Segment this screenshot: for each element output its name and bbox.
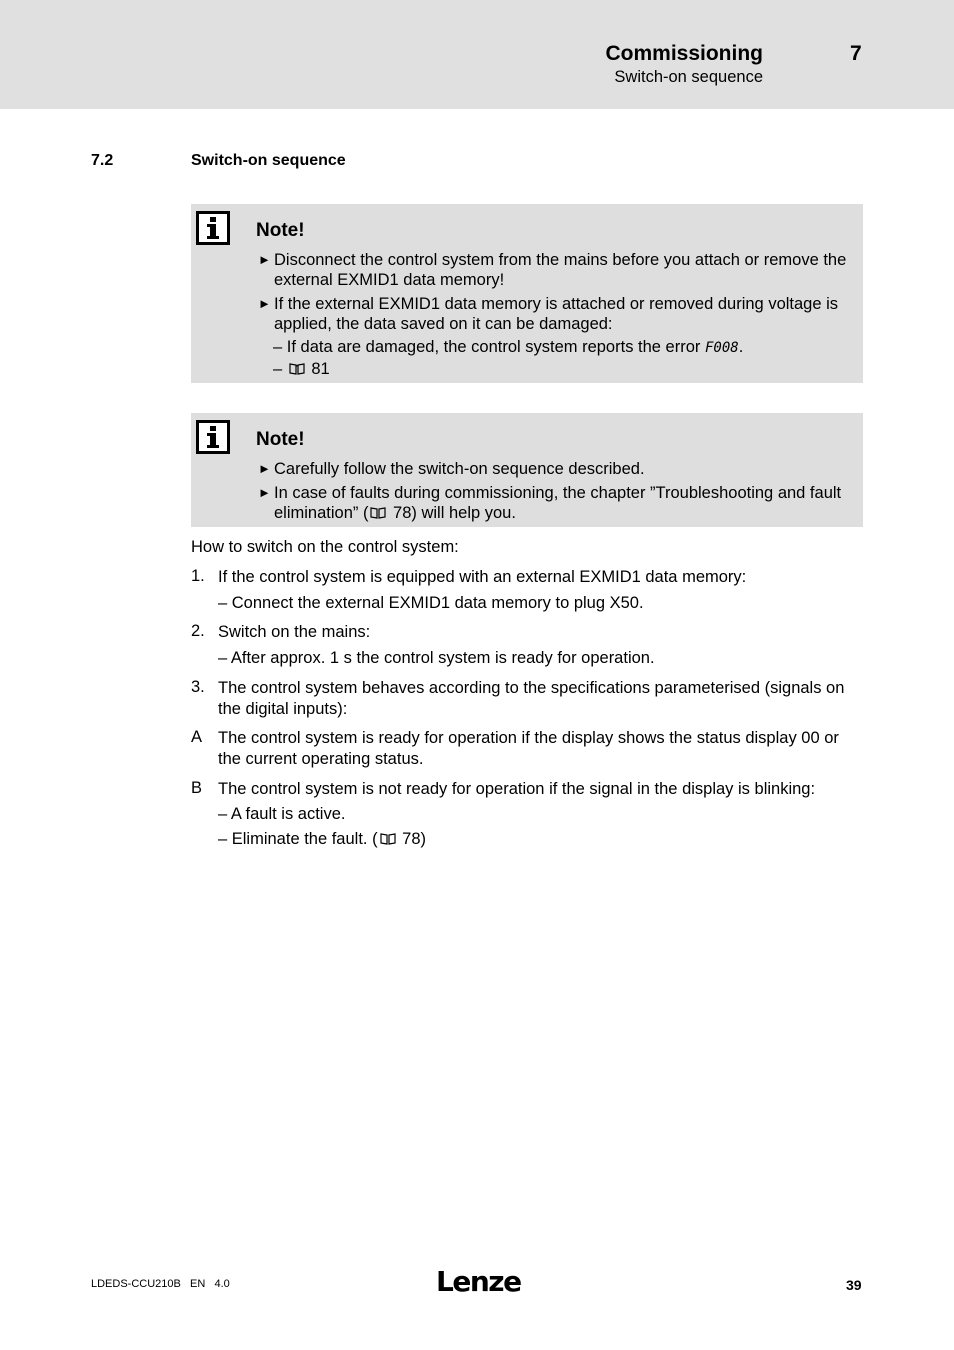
section-title: Switch-on sequence xyxy=(191,152,346,169)
step-label: 3. xyxy=(191,678,205,696)
subitem-dash: – xyxy=(273,360,283,378)
note-bullet xyxy=(258,459,858,479)
intro-text: How to switch on the control system: xyxy=(191,538,459,556)
info-icon xyxy=(196,211,230,245)
step-text: Switch on the mains: xyxy=(218,623,371,641)
page-reference[interactable]: 78) will help you. xyxy=(393,504,516,522)
step-label: B xyxy=(191,779,203,797)
note-box-1 xyxy=(191,204,863,383)
subitem-end: . xyxy=(738,338,744,356)
error-code: F008 xyxy=(704,340,739,356)
bullet-text xyxy=(258,483,858,523)
note-subitem-ref xyxy=(273,359,330,379)
book-icon xyxy=(289,363,305,375)
step-text: The control system is ready for operation if the display shows the status display 00 or the current operating status. xyxy=(218,729,839,768)
bullet-arrow-icon: ► xyxy=(258,296,271,311)
chapter-subtitle: Switch-on sequence xyxy=(614,68,763,86)
subtext-a: – Eliminate the fault. ( xyxy=(218,830,378,848)
section-number: 7.2 xyxy=(91,152,114,169)
step-subtext: – Connect the external EXMID1 data memory to plug X50. xyxy=(218,594,644,612)
note-bullet xyxy=(258,483,858,523)
note-subitem xyxy=(273,337,743,358)
note-heading: Note! xyxy=(256,429,305,450)
note-bullet xyxy=(258,250,858,290)
step-label: 2. xyxy=(191,622,205,640)
step-text: The control system is not ready for operation if the signal in the display is blinking: xyxy=(218,780,816,798)
note-box-2 xyxy=(191,413,863,527)
page-reference[interactable]: 81 xyxy=(311,360,330,378)
note-heading: Note! xyxy=(256,220,305,241)
step-label: A xyxy=(191,728,203,746)
book-icon xyxy=(370,507,386,519)
bullet-arrow-icon: ► xyxy=(258,461,271,476)
step-subtext-ref xyxy=(218,829,858,850)
document-code: LDEDS-CCU210B EN 4.0 xyxy=(91,1278,230,1290)
step-text: If the control system is equipped with an external EXMID1 data memory: xyxy=(218,568,747,586)
page-reference[interactable]: 78) xyxy=(402,830,427,848)
header-band xyxy=(0,0,954,109)
info-icon xyxy=(196,420,230,454)
chapter-number: 7 xyxy=(850,42,862,65)
chapter-title: Commissioning xyxy=(605,42,763,65)
step-subtext: – After approx. 1 s the control system is ready for operation. xyxy=(218,649,655,667)
bullet-arrow-icon: ► xyxy=(258,252,271,267)
step-text: The control system behaves according to the specifications parameterised (signals on the digital inputs): xyxy=(218,679,845,718)
brand-logo: Lenze xyxy=(436,1265,521,1298)
bullet-text: Disconnect the control system from the mains before you attach or remove the external EXMID1 data memory! xyxy=(274,251,847,289)
page-number: 39 xyxy=(846,1277,862,1293)
note-bullet xyxy=(258,294,858,334)
bullet-text: Carefully follow the switch-on sequence described. xyxy=(274,460,645,478)
step-subtext: – A fault is active. xyxy=(218,805,346,823)
bullet-text-a: In case of faults during commissioning, the chapter ”Troubleshooting and fault elimination” ( xyxy=(274,484,842,522)
subitem-text: – If data are damaged, the control system reports the error xyxy=(273,338,705,356)
bullet-arrow-icon: ► xyxy=(258,485,271,500)
book-icon xyxy=(380,833,396,845)
step-label: 1. xyxy=(191,567,205,585)
bullet-text: If the external EXMID1 data memory is attached or removed during voltage is applied, the data saved on it can be damaged: xyxy=(274,295,839,333)
